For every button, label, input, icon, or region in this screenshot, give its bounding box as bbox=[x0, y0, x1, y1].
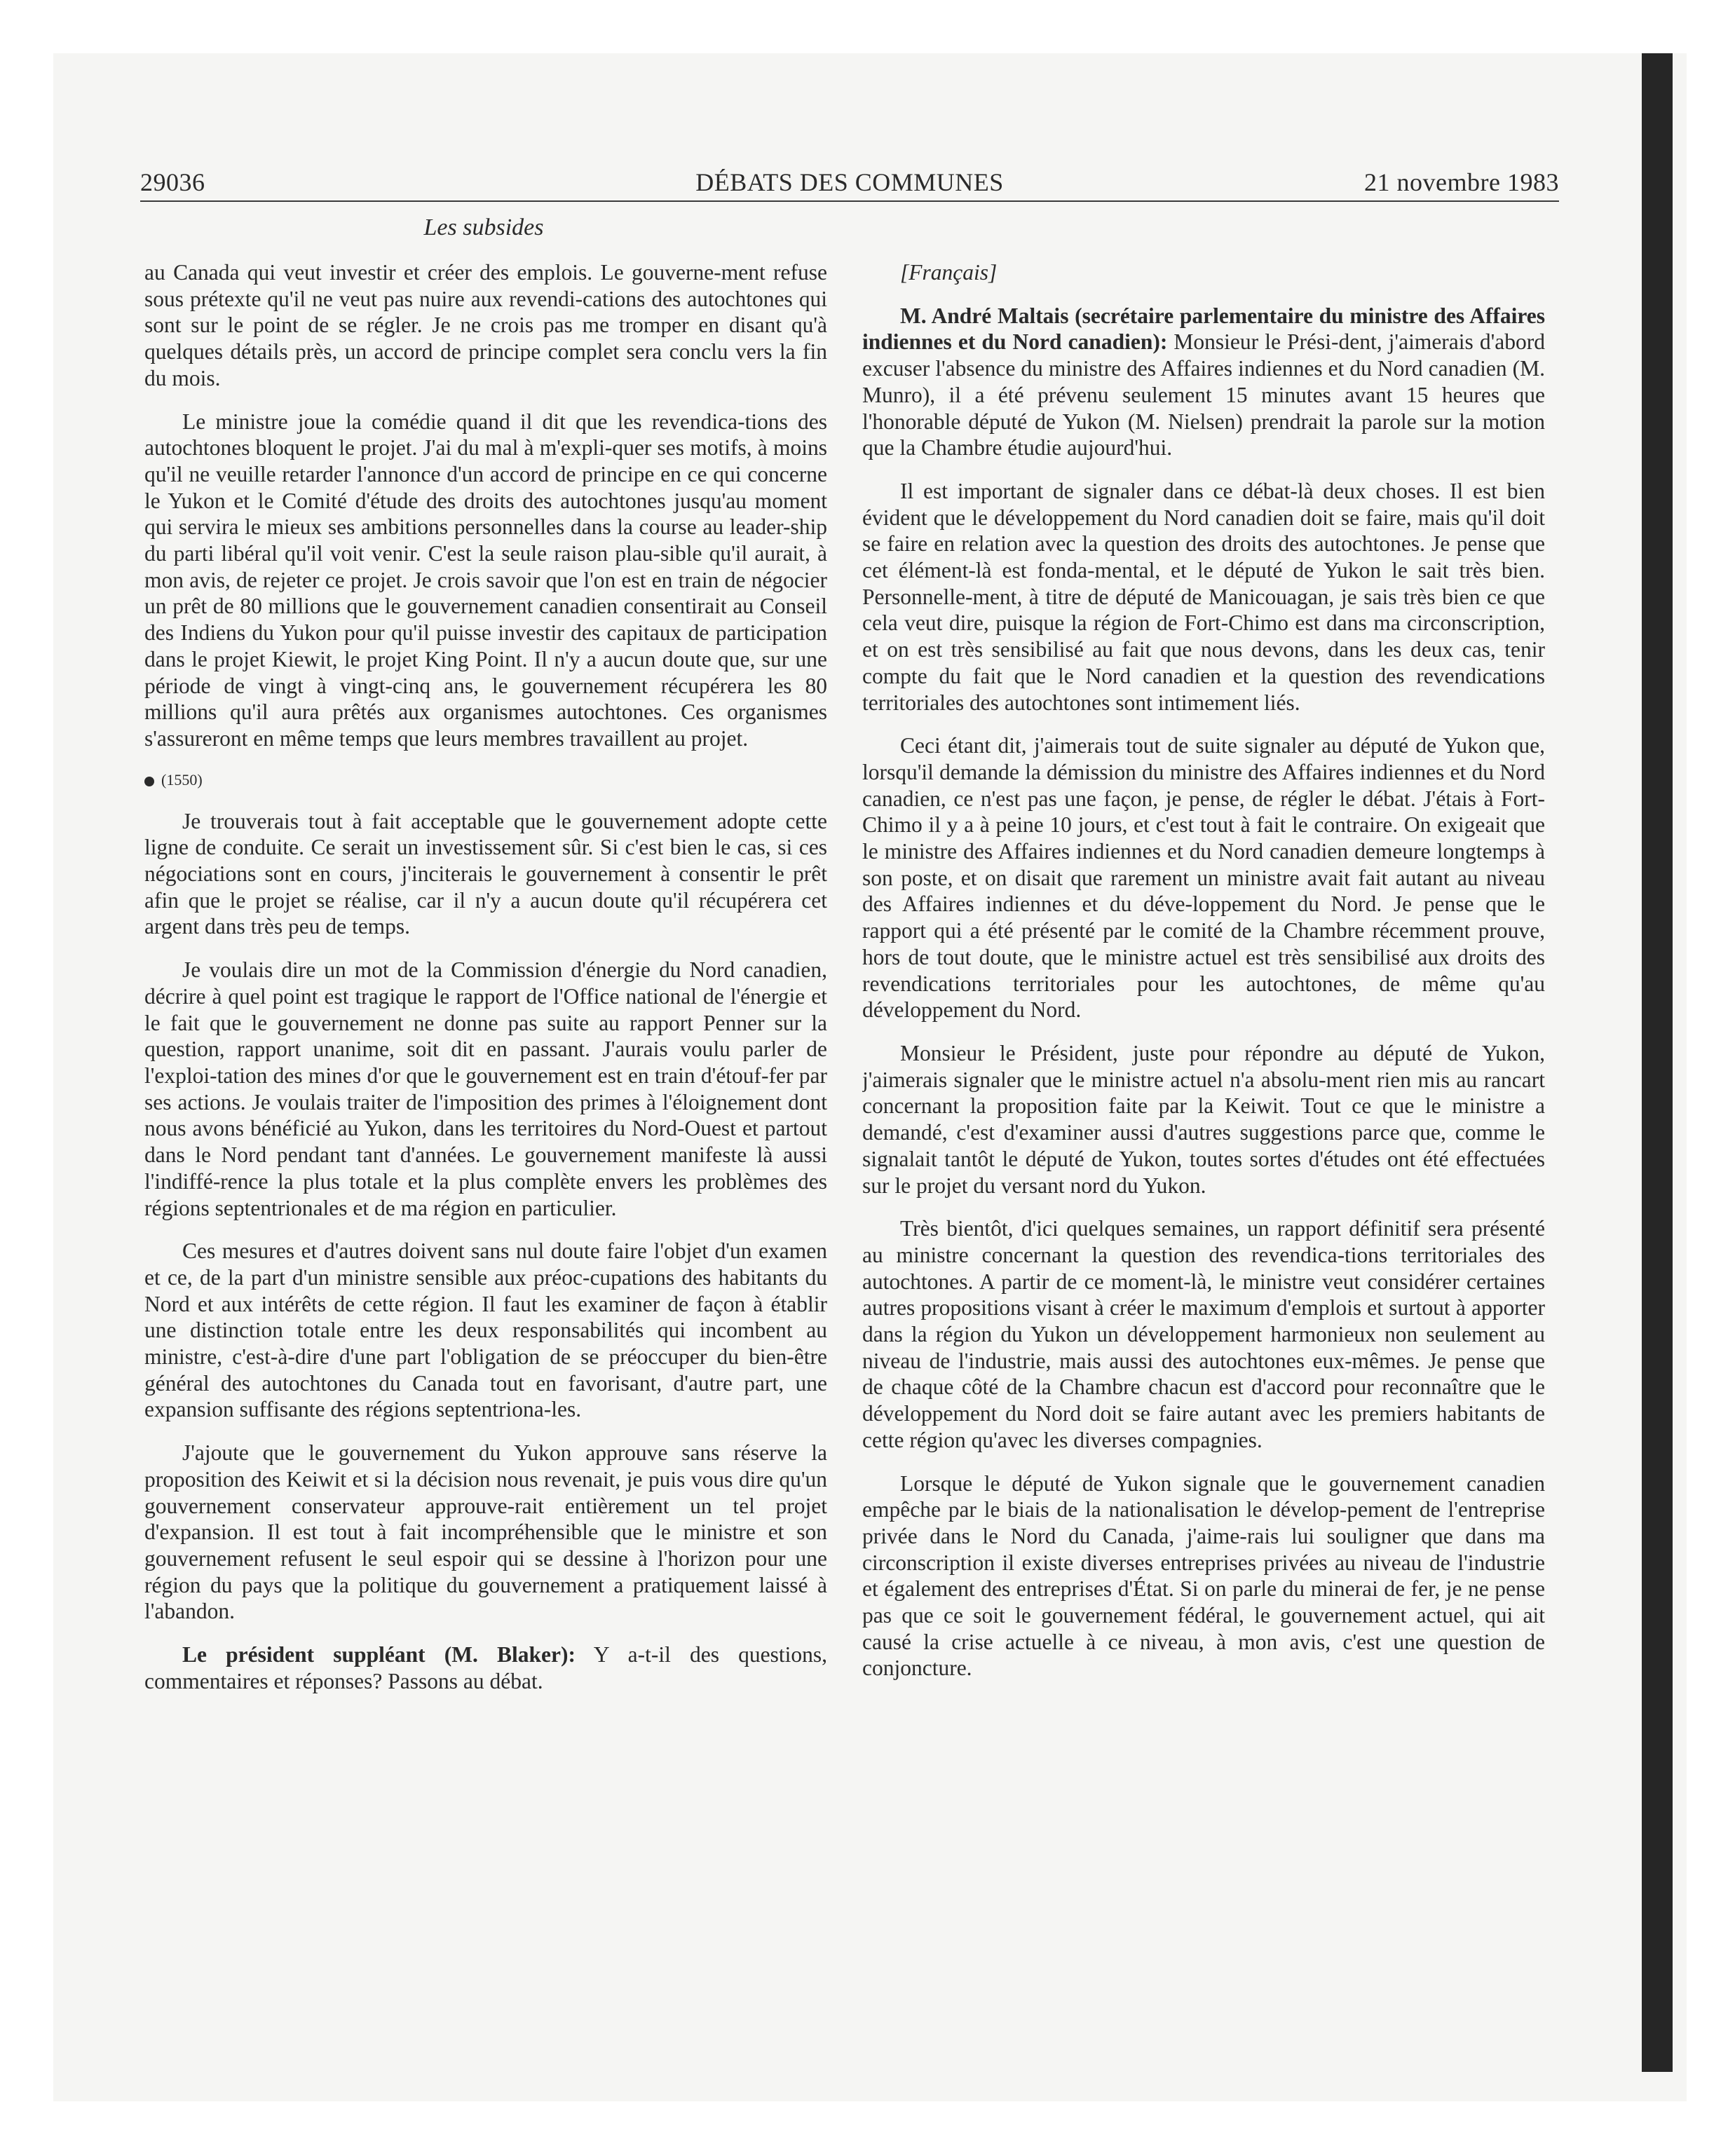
right-column bbox=[862, 259, 1545, 2054]
paragraph: Je trouverais tout à fait acceptable que le gouvernement adopte cette ligne de conduite. Ce serait un investissement sûr. Si c'est bien le cas, si ces négociations sont en cours, j'inciterais le gouvernement à consentir le prêt afin que le projet se réalise, car il n'y a aucun doute qu'il récupérera cet argent dans très peu de temps. bbox=[144, 808, 827, 939]
paragraph: Ces mesures et d'autres doivent sans nul doute faire l'objet d'un examen et ce, de la part d'un ministre sensible aux préoc-cupations des habitants du Nord et aux intérêts de cette région. Il faut les examiner de façon à établir une distinction totale entre les deux responsabilités qui incombent au ministre, c'est-à-dire d'une part l'obligation de se préoccuper du bien-être général des autochtones du Canada tout en favorisant, d'autre part, une expansion suffisante des régions septentriona-les. bbox=[144, 1239, 827, 1422]
paragraph: Le ministre joue la comédie quand il dit que les revendica-tions des autochtones bloquent le projet. J'ai du mal à m'expli-quer ses motifs, à moins qu'il ne veuille retarder l'annonce d'un accord de principe en ce qui concerne le Yukon et le Comité d'étude des droits des autochtones jusqu'au moment qui servira le mieux ses ambitions personnelles dans la course au leader-ship du parti libéral qu'il voit venir. C'est la seule raison plau-sible qu'il aurait, à mon avis, de rejeter ce projet. Je crois savoir que l'on est en train de négocier un prêt de 80 millions que le gouvernement canadien consentirait au Conseil des Indiens du Yukon pour qu'il puisse investir des capitaux de participation dans le projet Kiewit, le projet King Point. Il n'y a aucun doute que, sur une période de vingt à vingt-cinq ans, le gouvernement récupérera les 80 millions qu'il aura prêtés aux organismes autochtones. Ces organismes s'assureront en même temps que leurs membres travaillent au projet. bbox=[144, 409, 827, 751]
running-head: Les subsides bbox=[423, 214, 544, 240]
paragraph: au Canada qui veut investir et créer des emplois. Le gouverne-ment refuse sous prétexte qu'il ne veut pas nuire aux revendi-cations des autochtones qui sont sur le point de se régler. Je ne crois pas me tromper en disant qu'à quelques détails près, un accord de principe complet sera conclu vers la fin du mois. bbox=[144, 260, 827, 390]
paragraph: Lorsque le député de Yukon signale que le gouvernement canadien empêche par le biais de la nationalisation le dévelop-pement de l'entreprise privée dans le Nord du Canada, j'aime-rais lui souligner que dans ma circonscription il existe diverses entreprises privées au niveau de l'industrie et également des entreprises d'État. Si on parle du minerai de fer, je ne pense pas que ce soit le gouvernement fédéral, le gouvernement actuel, qui ait causé la crise actuelle à ce niveau, à mon avis, c'est une question de conjoncture. bbox=[862, 1471, 1545, 1681]
paragraph: Je voulais dire un mot de la Commission d'énergie du Nord canadien, décrire à quel point est tragique le rapport de l'Office national de l'énergie et le fait que le gouvernement ne donne pas suite au rapport Penner sur la question, rapport unanime, soit dit en passant. J'aurais voulu parler de l'exploi-tation des mines d'or que le gouvernement est en train d'étouf-fer par ses actions. Je voulais traiter de l'imposition des primes à l'éloignement dont nous avons bénéficié au Yukon, dans les territoires du Nord-Ouest et partout dans le Nord pendant tant d'années. Le gouvernement manifeste là aussi l'indiffé-rence la plus totale et la plus complète envers les problèmes des régions septentrionales et de ma région en particulier. bbox=[144, 957, 827, 1220]
paragraph: Ceci étant dit, j'aimerais tout de suite signaler au député de Yukon que, lorsqu'il demande la démission du ministre des Affaires indiennes et du Nord canadien, ce n'est pas une façon, je pense, de régler le débat. J'étais à Fort-Chimo il y a à peine 10 jours, et c'est tout à fait le contraire. On exigeait que le ministre des Affaires indiennes et du Nord canadien demeure longtemps à son poste, et on disait que rarement un ministre avait fait autant au niveau des Affaires indiennes et du déve-loppement du Nord. Je pense que le rapport qui a été présenté par le comité de la Chambre récemment prouve, hors de tout doute, que le ministre actuel est très sensibilisé aux droits des revendications territoriales pour les autochtones, de même qu'au développement du Nord. bbox=[862, 733, 1545, 1023]
page-date: 21 novembre 1983 bbox=[1364, 168, 1559, 196]
speech-text: Monsieur le Prési-dent, j'aimerais d'abord excuser l'absence du ministre des Affaires indiennes et du Nord canadien (M. Munro), il a été prévenu seulement 15 minutes avant 15 heures que l'honorable député de Yukon (M. Nielsen) prendrait la parole sur la motion que la Chambre étudie aujourd'hui. bbox=[862, 329, 1545, 460]
speech-text: Y a-t-il des questions, commentaires et réponses? Passons au débat. bbox=[144, 1642, 827, 1693]
speaker-name: Le président suppléant (M. Blaker): bbox=[182, 1642, 576, 1667]
paragraph: Il est important de signaler dans ce débat-là deux choses. Il est bien évident que le développement du Nord canadien doit se faire, mais qu'il doit se faire en relation avec la question des droits des autochtones. Je pense que cet élément-là est fonda-mental, et le député de Yukon le sait très bien. Personnelle-ment, à titre de député de Manicouagan, je sais très bien ce que cela veut dire, puisque la région de Fort-Chimo est dans ma circonscription, et on est très sensibilisé au fait que nous devons, dans les deux cas, tenir compte du fait que le Nord canadien et la question des revendications territoriales des autochtones sont intimement liés. bbox=[862, 478, 1545, 715]
publication-title: DÉBATS DES COMMUNES bbox=[695, 168, 1004, 196]
paragraph: Monsieur le Président, juste pour répondre au député de Yukon, j'aimerais signaler que le ministre actuel n'a absolu-ment rien mis au rancart concernant la proposition faite par la Keiwit. Tout ce que le ministre a demandé, c'est d'examiner aussi d'autres suggestions parce que, comme le signalait tantôt le député de Yukon, toutes sortes d'études ont été effectuées sur le projet du versant nord du Yukon. bbox=[862, 1040, 1545, 1198]
binding-edge bbox=[1642, 53, 1673, 2072]
speaker-paragraph bbox=[144, 1642, 827, 1694]
language-tag: [Français] bbox=[900, 260, 998, 285]
speaker-name: M. André Maltais (secrétaire parlementaire du ministre des Affaires indiennes et du Nord canadien): bbox=[862, 303, 1545, 355]
speaker-paragraph bbox=[862, 303, 1545, 461]
time-marker-label: (1550) bbox=[161, 770, 203, 789]
page-header bbox=[140, 165, 1559, 199]
paragraph: Très bientôt, d'ici quelques semaines, un rapport définitif sera présenté au ministre concernant la question des revendica-tions territoriales des autochtones. A partir de ce moment-là, le ministre veut considérer certaines autres propositions visant à créer le maximum d'emplois et surtout à apporter dans la région du Yukon un développement harmonieux non seulement au niveau de l'industrie, mais aussi des autochtones eux-mêmes. Je pense que de chaque côté de la Chambre chacun est d'accord pour reconnaître que le développement du Nord doit se faire autant avec les premiers habitants de cette région qu'avec les diverses compagnies. bbox=[862, 1216, 1545, 1452]
page-number: 29036 bbox=[140, 168, 205, 196]
paragraph: J'ajoute que le gouvernement du Yukon approuve sans réserve la proposition des Keiwit et si la décision nous revenait, je puis vous dire qu'un gouvernement conservateur approuve-rait entièrement un tel projet d'expansion. Il est tout à fait incompréhensible que le ministre et son gouvernement refusent le seul espoir qui se dessine à l'horizon pour une région du pays que la politique du gouvernement a pratiquement laissé à l'abandon. bbox=[144, 1440, 827, 1624]
bullet-icon bbox=[144, 777, 154, 786]
header-rule bbox=[140, 200, 1559, 202]
time-marker bbox=[144, 769, 827, 791]
left-column bbox=[144, 259, 827, 2054]
